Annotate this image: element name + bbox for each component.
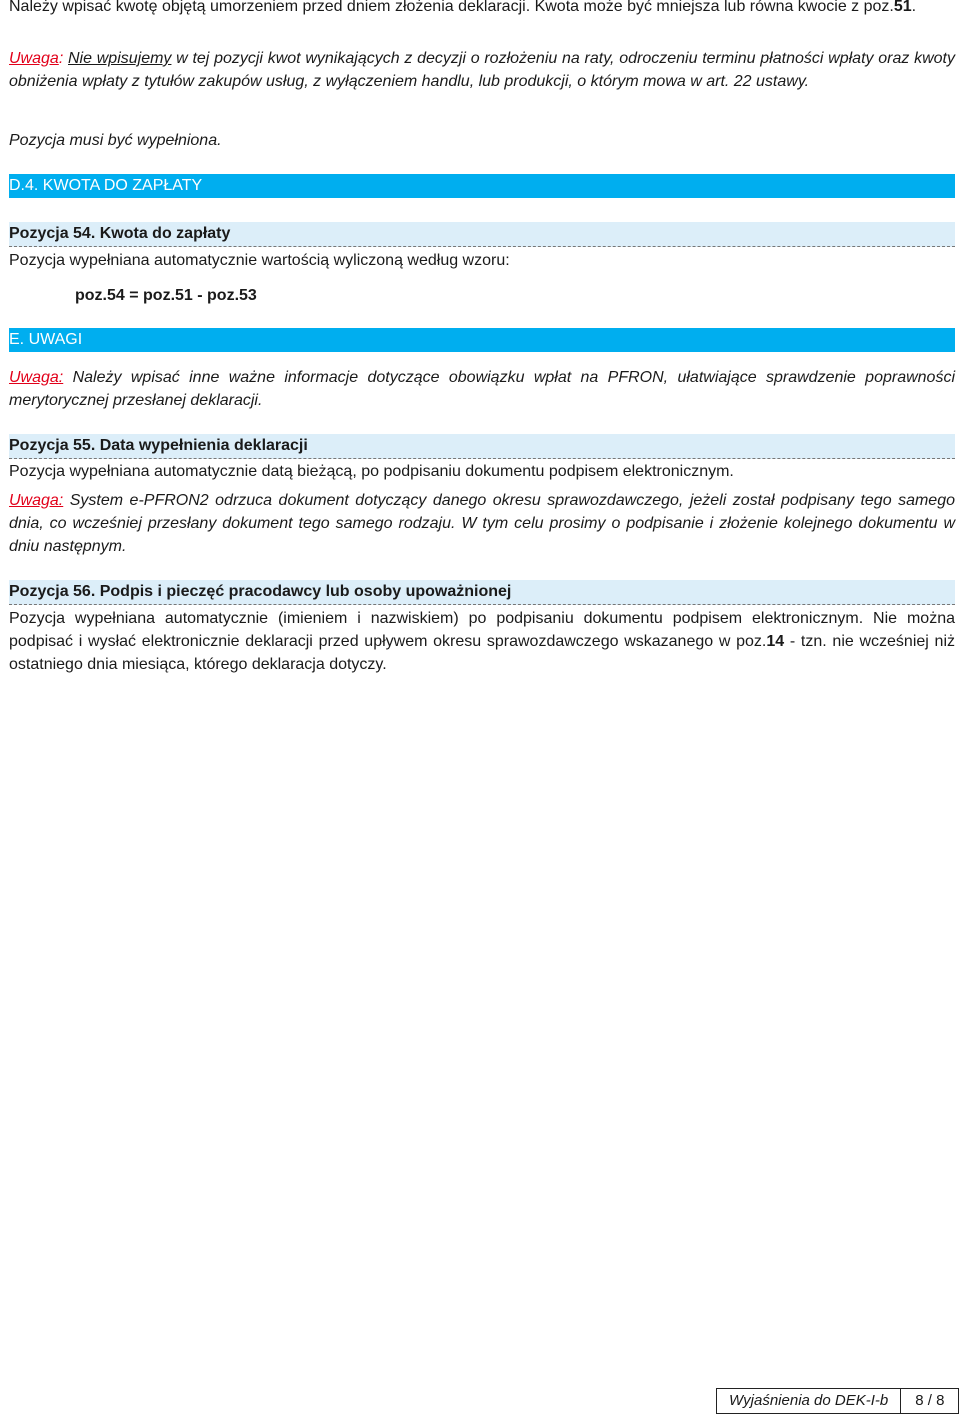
amount-instruction xyxy=(9,0,955,18)
section-d4-header: D.4. KWOTA DO ZAPŁATY xyxy=(9,174,955,198)
position-54-formula: poz.54 = poz.51 - poz.53 xyxy=(75,287,257,304)
section-e-note xyxy=(9,366,955,412)
description-text: Pozycja wypełniana automatycznie (imieniem i nazwiskiem) po podpisaniu dokumentu podpisem elektronicznym. Nie można podpisać i wysłać elektronicznie deklaracji przed upływem okresu sprawozdawczego wskazanego w poz. xyxy=(9,610,955,650)
position-54-header xyxy=(9,222,955,247)
position-number: Pozycja 55. xyxy=(9,437,96,454)
uwaga-label: Uwaga: xyxy=(9,492,64,509)
position-55-note xyxy=(9,489,955,558)
position-54-description: Pozycja wypełniana automatycznie wartością wyliczoną według wzoru: xyxy=(9,252,510,269)
page-number: 8 / 8 xyxy=(915,1392,945,1409)
position-title: Kwota do zapłaty xyxy=(95,225,231,242)
period: . xyxy=(911,0,917,15)
position-56-header xyxy=(9,580,955,605)
must-fill-note: Pozycja musi być wypełniona. xyxy=(9,132,222,149)
position-56-description xyxy=(9,607,955,676)
position-number: Pozycja 56. xyxy=(9,583,96,600)
ref-number: 51 xyxy=(893,0,912,15)
position-number: Pozycja 54. xyxy=(9,225,96,242)
position-55-header xyxy=(9,434,955,459)
uwaga-text: Należy wpisać inne ważne informacje dotyczące obowiązku wpłat na PFRON, ułatwiające sprawdzenie poprawności merytorycznej przesłanej deklaracji. xyxy=(9,369,955,409)
footer-title: Wyjaśnienia do DEK-I-b xyxy=(717,1389,901,1413)
position-title: Data wypełnienia deklaracji xyxy=(95,437,308,454)
section-e-header: E. UWAGI xyxy=(9,328,955,352)
uwaga-label: Uwaga: xyxy=(9,369,64,386)
uwaga-text: w tej pozycji kwot wynikających z decyzji o rozłożeniu na raty, odroczeniu terminu płatności wpłaty oraz kwoty obniżenia wpłaty z tytułów zakupów usług, z wyłączeniem handlu, lub produkcji, o którym mowa w art. 22 ustawy. xyxy=(9,50,955,90)
instruction-text: Należy wpisać kwotę objętą umorzeniem przed dniem złożenia deklaracji. Kwota może być mniejsza lub równa kwocie z poz. xyxy=(9,0,894,15)
page-footer xyxy=(716,1388,959,1414)
position-55-description: Pozycja wypełniana automatycznie datą bieżącą, po podpisaniu dokumentu podpisem elektronicznym. xyxy=(9,463,734,480)
uwaga-note xyxy=(9,47,955,93)
uwaga-emphasis: Nie wpisujemy xyxy=(68,50,172,67)
position-title: Podpis i pieczęć pracodawcy lub osoby upoważnionej xyxy=(95,583,512,600)
uwaga-text: System e-PFRON2 odrzuca dokument dotyczący danego okresu sprawozdawczego, jeżeli został podpisany tego samego dnia, co wcześniej przesłany dokument tego samego rodzaju. W tym celu prosimy o podpisanie i złożenie kolejnego dokumentu w dniu następnym. xyxy=(9,492,955,555)
description-text-end: - tzn. nie wcześniej niż ostatniego dnia miesiąca, którego deklaracja dotyczy. xyxy=(9,633,955,673)
uwaga-colon: : xyxy=(58,50,64,67)
ref-number: 14 xyxy=(766,633,785,650)
uwaga-label: Uwaga xyxy=(9,50,59,67)
